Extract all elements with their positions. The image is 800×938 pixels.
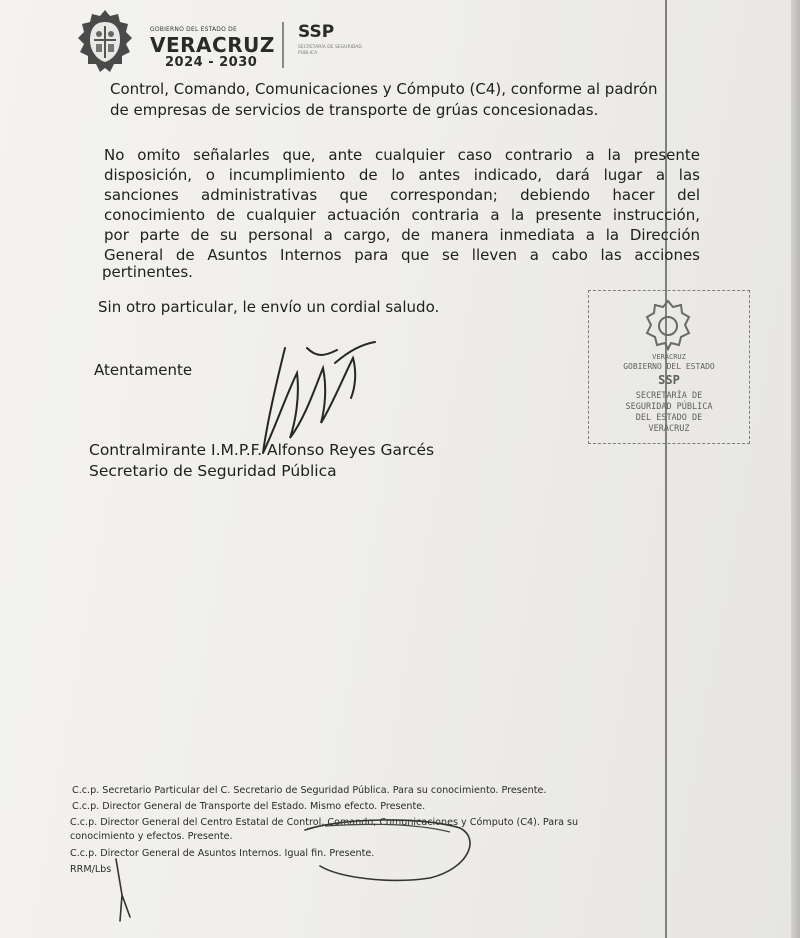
ccp-line: C.c.p. Secretario Particular del C. Secretario de Seguridad Pública. Para su conocimiento. Presente. <box>72 785 547 796</box>
header-years: 2024 - 2030 <box>165 55 258 70</box>
initials-line: RRM/Lbs <box>70 864 112 875</box>
paragraph-2-line: por parte de su personal a cargo, de manera inmediata a la Dirección <box>104 226 700 244</box>
stamp-line: SEGURIDAD PÚBLICA <box>625 402 713 412</box>
state-seal-icon <box>74 8 136 78</box>
stamp-line: DEL ESTADO DE <box>635 413 703 423</box>
stamp-line: GOBIERNO DEL ESTADO <box>623 362 715 371</box>
stamp-line: SSP <box>658 373 680 387</box>
stamp-seal-icon <box>645 299 691 351</box>
paragraph-2-line: disposición, o incumplimiento de lo antes indicado, dará lugar a las <box>104 166 700 184</box>
ccp-line: C.c.p. Director General de Transporte del Estado. Mismo efecto. Presente. <box>72 801 426 812</box>
stamp-line: VERACRUZ <box>648 424 690 434</box>
header-government-label: GOBIERNO DEL ESTADO DE <box>150 26 237 33</box>
header-agency-subtitle: SECRETARÍA DE SEGURIDAD PÚBLICA <box>298 45 362 56</box>
paragraph-2-line: No omito señalarles que, ante cualquier caso contrario a la presente <box>104 146 700 164</box>
header-divider <box>282 22 284 68</box>
paragraph-1-line: de empresas de servicios de transporte de grúas concesionadas. <box>110 101 599 119</box>
handwritten-mark <box>112 855 134 925</box>
fold-line <box>665 0 667 938</box>
header-agency: SSP <box>298 22 335 42</box>
stamp-line: SECRETARÍA DE <box>635 391 703 401</box>
ccp-line: conocimiento y efectos. Presente. <box>70 831 233 842</box>
paragraph-2-line: sanciones administrativas que correspondan; debiendo hacer del <box>104 186 700 204</box>
stamp-line: VERACRUZ <box>652 353 686 361</box>
closing-line: Sin otro particular, le envío un cordial saludo. <box>98 298 440 316</box>
signer-name: Contralmirante I.M.P.F. Alfonso Reyes Garcés <box>89 441 435 459</box>
official-stamp <box>588 290 750 444</box>
ccp-line: C.c.p. Director General de Asuntos Internos. Igual fin. Presente. <box>70 848 375 859</box>
handwritten-scribble <box>300 808 480 888</box>
page-edge-shadow <box>791 0 800 938</box>
header-state-name: VERACRUZ <box>150 33 275 57</box>
paragraph-2-line: pertinentes. <box>102 263 193 281</box>
paragraph-2-line: General de Asuntos Internos para que se lleven a cabo las acciones <box>104 246 700 264</box>
paragraph-2-line: conocimiento de cualquier actuación contraria a la presente instrucción, <box>104 206 700 224</box>
signer-title: Secretario de Seguridad Pública <box>89 462 337 480</box>
paragraph-1-line: Control, Comando, Comunicaciones y Cómputo (C4), conforme al padrón <box>110 80 658 98</box>
regards-line: Atentamente <box>94 361 193 379</box>
ccp-line: C.c.p. Director General del Centro Estatal de Control, Comando, Comunicaciones y Cómputo (C4). Para su <box>70 817 579 828</box>
